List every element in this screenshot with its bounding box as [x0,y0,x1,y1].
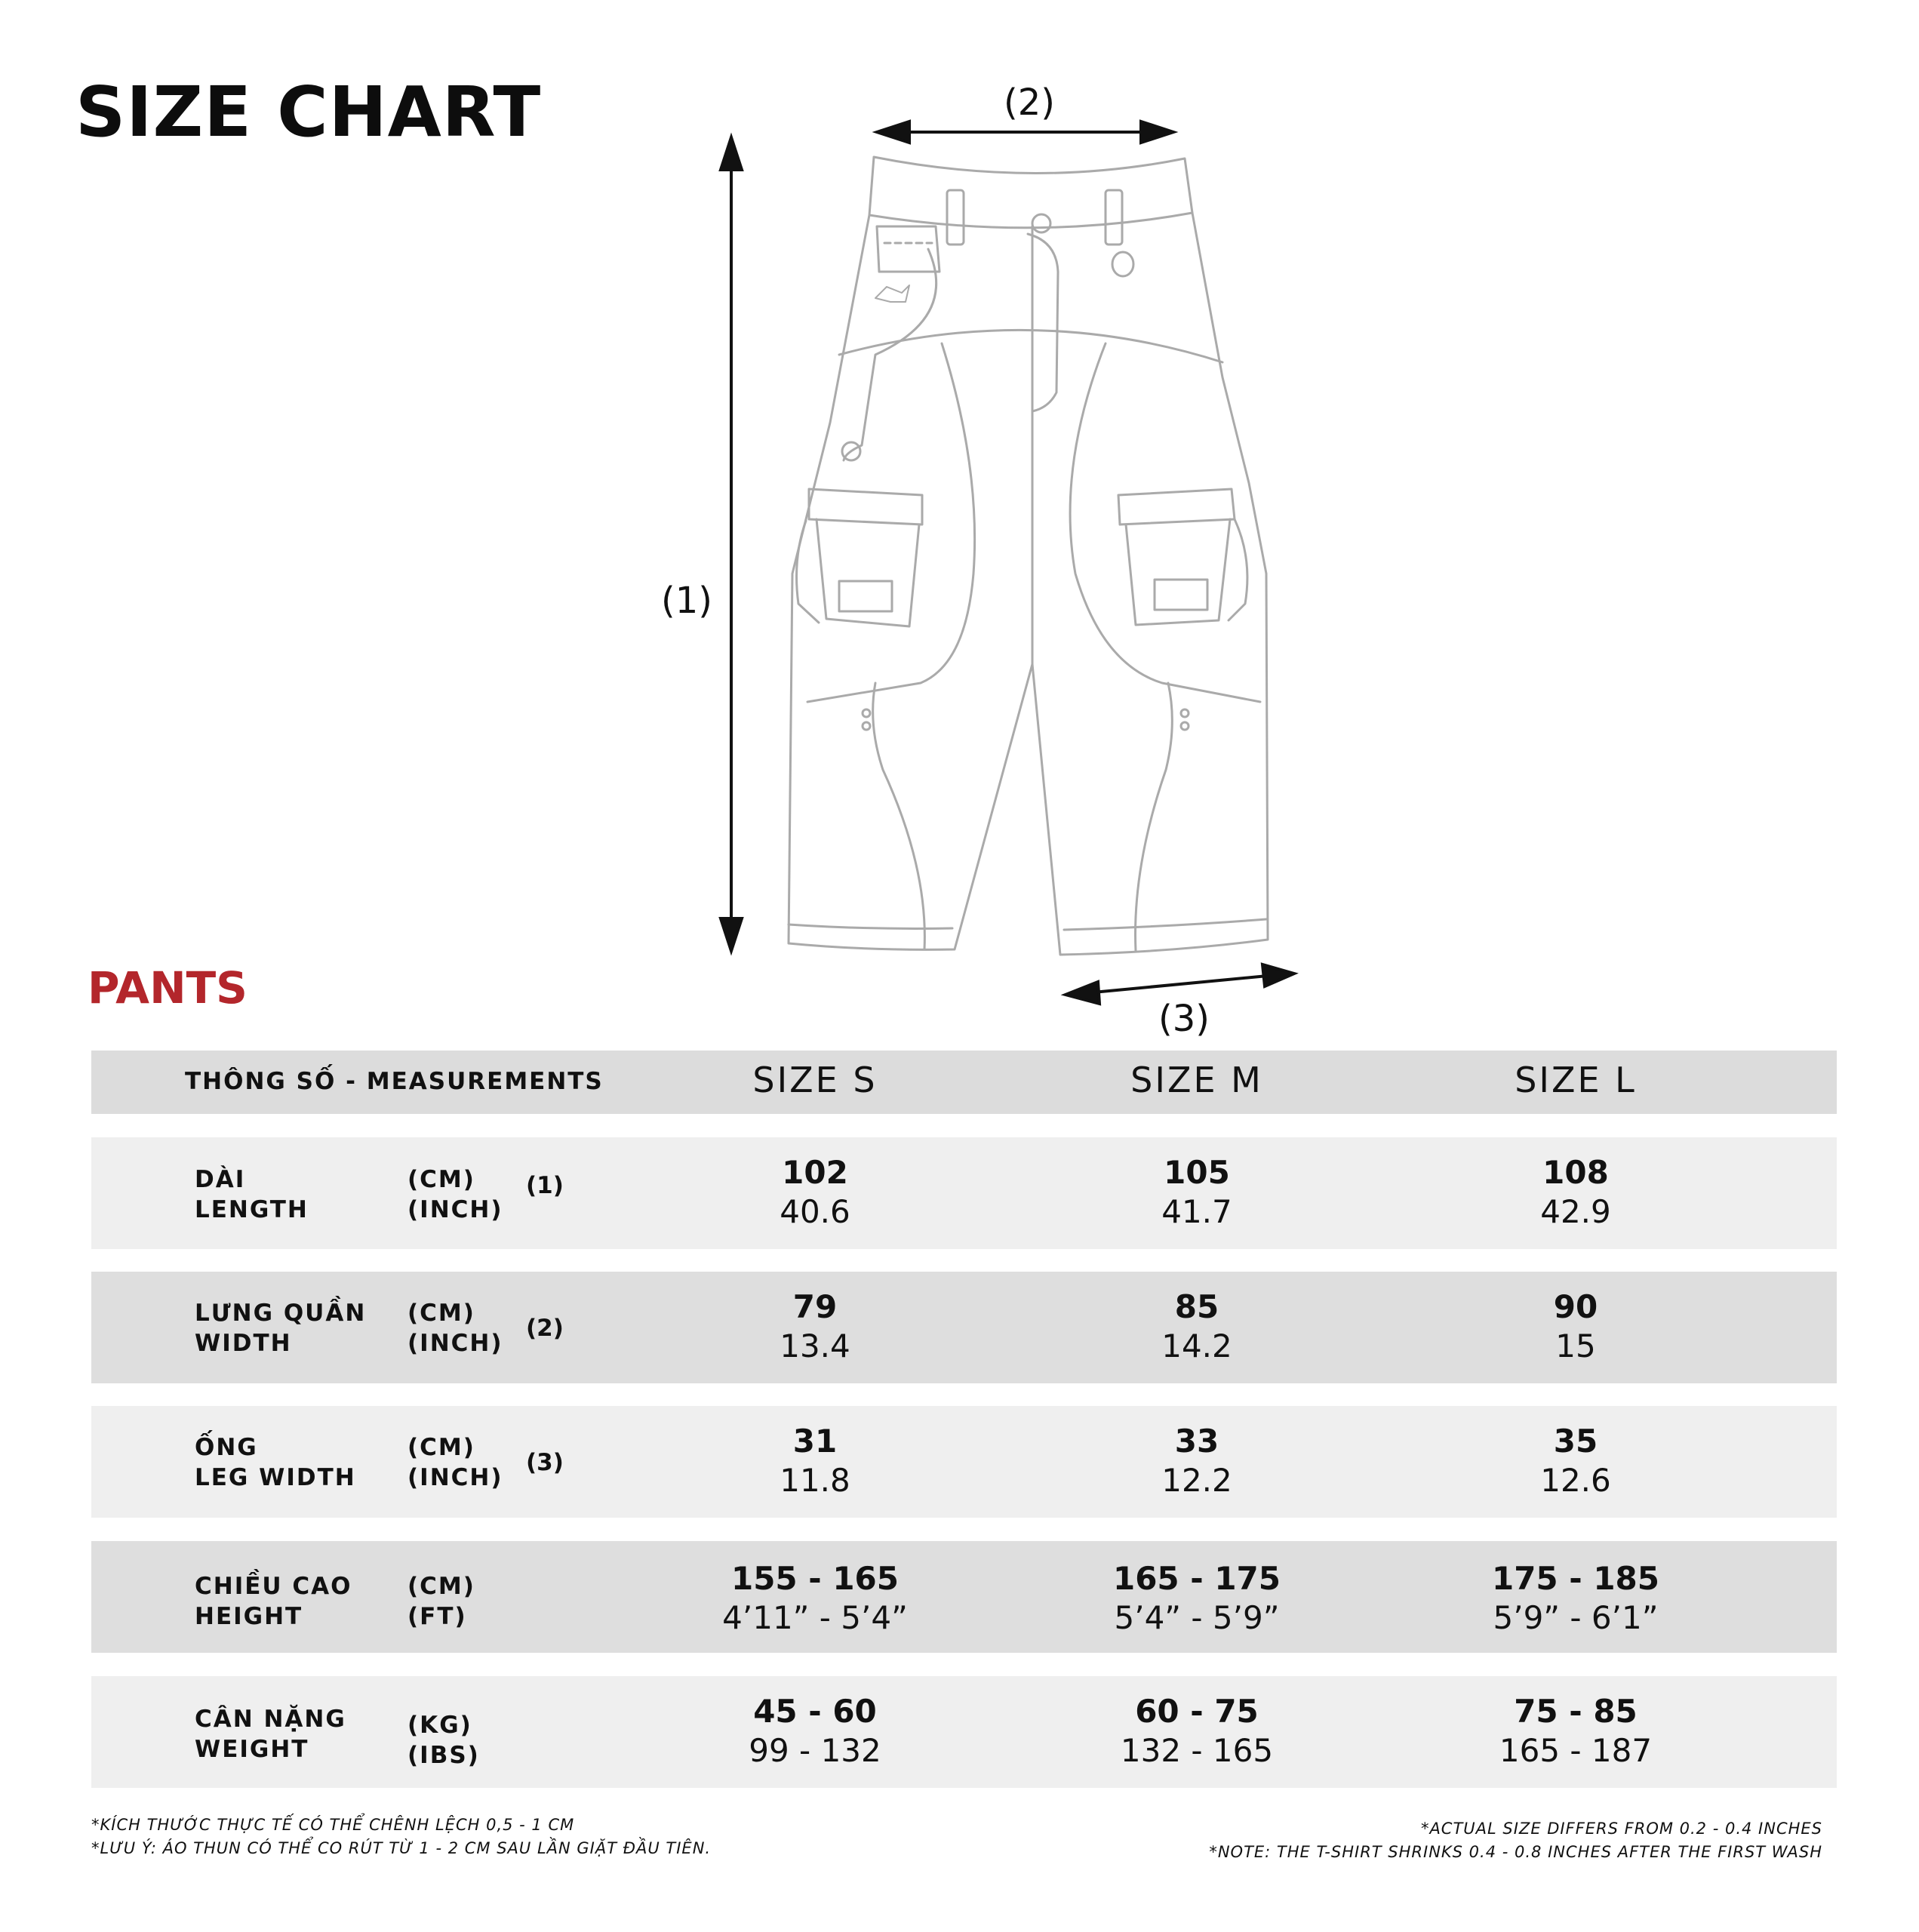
value-m: 33 12.2 [1161,1423,1232,1499]
value-m: 105 41.7 [1161,1154,1232,1230]
row-label: ỐNG LEG WIDTH [195,1434,356,1491]
value-m: 85 14.2 [1161,1288,1232,1364]
row-units: (CM) (INCH) [407,1166,503,1223]
value-m: 165 - 175 5’4” - 5’9” [1112,1560,1281,1636]
value-l: 90 15 [1553,1288,1598,1364]
value-l: 75 - 85 165 - 187 [1499,1693,1653,1769]
row-ref: (3) [526,1449,564,1476]
dimension-label-3: (3) [1158,998,1210,1040]
header-measurements: THÔNG SỐ - MEASUREMENTS [185,1068,604,1095]
row-units: (KG) (IBS) [407,1712,480,1769]
footnote-en: *ACTUAL SIZE DIFFERS FROM 0.2 - 0.4 INCHES *NOTE: THE T-SHIRT SHRINKS 0.4 - 0.8 INCHES AFTER THE FIRST WASH [1209,1820,1822,1861]
row-label: DÀI LENGTH [195,1166,309,1223]
pants-outline [789,157,1268,955]
value-s: 155 - 165 4’11” - 5’4” [722,1560,908,1636]
dimension-label-1: (1) [661,580,712,622]
value-l: 108 42.9 [1540,1154,1611,1230]
row-label: LƯNG QUẦN WIDTH [195,1300,367,1357]
row-ref: (1) [526,1172,564,1199]
footnote-vi: *KÍCH THƯỚC THỰC TẾ CÓ THỂ CHÊNH LỆCH 0,5 - 1 CM *LƯU Ý: ÁO THUN CÓ THỂ CO RÚT TỪ 1 - 2 CM SAU LẦN GIẶT ĐẦU TIÊN. [91,1816,712,1857]
row-units: (CM) (INCH) [407,1434,503,1491]
value-m: 60 - 75 132 - 165 [1120,1693,1274,1769]
value-s: 31 11.8 [780,1423,850,1499]
value-s: 102 40.6 [780,1154,850,1230]
section-title: PANTS [88,962,248,1014]
value-l: 35 12.6 [1540,1423,1611,1499]
row-ref: (2) [526,1315,564,1342]
row-label: CHIỀU CAO HEIGHT [195,1573,352,1630]
value-s: 79 13.4 [780,1288,850,1364]
value-s: 45 - 60 99 - 132 [749,1693,881,1769]
waist-arrow [877,122,1173,143]
length-arrow [721,137,742,951]
row-units: (CM) (INCH) [407,1300,503,1357]
header-size-m: SIZE M [1130,1060,1263,1100]
row-units: (CM) (FT) [407,1573,475,1630]
header-size-s: SIZE S [752,1060,878,1100]
value-l: 175 - 185 5’9” - 6’1” [1491,1560,1660,1636]
page-title: SIZE CHART [75,72,542,152]
dimension-label-2: (2) [1004,82,1055,124]
header-size-l: SIZE L [1515,1060,1637,1100]
row-label: CÂN NẶNG WEIGHT [195,1706,346,1763]
